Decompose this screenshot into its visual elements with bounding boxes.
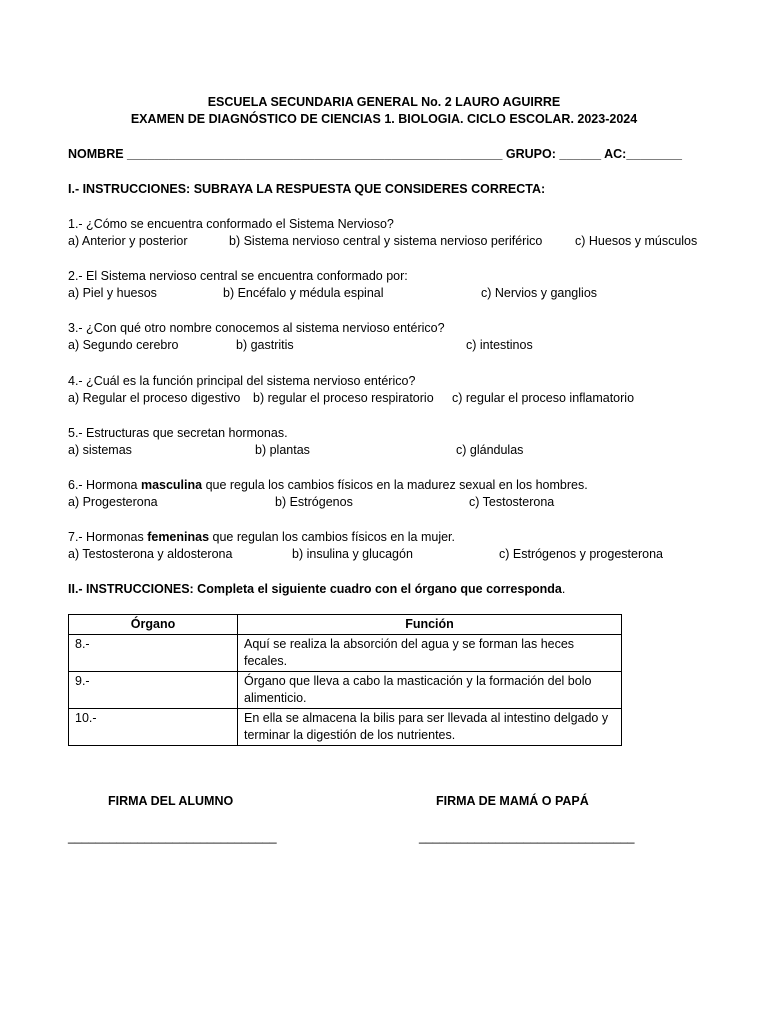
function-cell: Órgano que lleva a cabo la masticación y la formación del bolo alimenticio. bbox=[238, 672, 622, 709]
table-row bbox=[69, 635, 622, 672]
organ-cell: 10.- bbox=[69, 709, 238, 746]
exam-title: EXAMEN DE DIAGNÓSTICO DE CIENCIAS 1. BIOLOGIA. CICLO ESCOLAR. 2023-2024 bbox=[130, 112, 638, 126]
option-c: c) Estrógenos y progesterona bbox=[499, 547, 663, 561]
table-row bbox=[69, 672, 622, 709]
question-6-pre: 6.- Hormona bbox=[68, 478, 141, 492]
question-7 bbox=[68, 529, 455, 546]
question-7-post: que regulan los cambios físicos en la mujer. bbox=[209, 530, 456, 544]
option-c: c) intestinos bbox=[466, 338, 533, 352]
parent-signature-label: FIRMA DE MAMÁ O PAPÁ bbox=[436, 794, 589, 808]
question-6 bbox=[68, 477, 588, 494]
option-b: b) regular el proceso respiratorio bbox=[253, 391, 434, 405]
option-b: b) Encéfalo y médula espinal bbox=[223, 286, 384, 300]
organ-function-table bbox=[68, 614, 622, 746]
function-cell: En ella se almacena la bilis para ser llevada al intestino delgado y terminar la digestión de los nutrientes. bbox=[238, 709, 622, 746]
student-signature-label: FIRMA DEL ALUMNO bbox=[108, 794, 234, 808]
option-a: a) Piel y huesos bbox=[68, 286, 157, 300]
option-b: b) Sistema nervioso central y sistema nervioso periférico bbox=[229, 234, 543, 248]
option-b: b) plantas bbox=[255, 443, 310, 457]
organ-cell: 8.- bbox=[69, 635, 238, 672]
question-2: 2.- El Sistema nervioso central se encuentra conformado por: bbox=[68, 269, 408, 283]
question-4: 4.- ¿Cuál es la función principal del sistema nervioso entérico? bbox=[68, 374, 416, 388]
table-row bbox=[69, 709, 622, 746]
function-cell: Aquí se realiza la absorción del agua y se forman las heces fecales. bbox=[238, 635, 622, 672]
option-a: a) Segundo cerebro bbox=[68, 338, 179, 352]
section2-instructions bbox=[68, 581, 565, 598]
organ-cell: 9.- bbox=[69, 672, 238, 709]
option-a: a) sistemas bbox=[68, 443, 132, 457]
question-3: 3.- ¿Con qué otro nombre conocemos al sistema nervioso entérico? bbox=[68, 321, 445, 335]
question-7-pre: 7.- Hormonas bbox=[68, 530, 148, 544]
option-b: b) Estrógenos bbox=[275, 495, 353, 509]
header-funcion: Función bbox=[238, 615, 622, 635]
question-1: 1.- ¿Cómo se encuentra conformado el Sistema Nervioso? bbox=[68, 217, 394, 231]
header-organo: Órgano bbox=[69, 615, 238, 635]
option-a: a) Testosterona y aldosterona bbox=[68, 547, 233, 561]
table-header-row bbox=[69, 615, 622, 635]
question-6-post: que regula los cambios físicos en la madurez sexual en los hombres. bbox=[202, 478, 588, 492]
student-signature-line: ______________________________ bbox=[68, 830, 277, 844]
question-7-bold: femeninas bbox=[147, 530, 210, 544]
option-a: a) Regular el proceso digestivo bbox=[68, 391, 241, 405]
school-name: ESCUELA SECUNDARIA GENERAL No. 2 LAURO AGUIRRE bbox=[207, 95, 561, 109]
section2-instructions-text: II.- INSTRUCCIONES: Completa el siguiente cuadro con el órgano que corresponda bbox=[68, 582, 562, 596]
option-c: c) glándulas bbox=[456, 443, 524, 457]
option-c: c) Testosterona bbox=[469, 495, 555, 509]
option-a: a) Progesterona bbox=[68, 495, 158, 509]
section2-instructions-end: . bbox=[561, 582, 566, 596]
option-c: c) regular el proceso inflamatorio bbox=[452, 391, 635, 405]
question-6-bold: masculina bbox=[140, 478, 203, 492]
option-b: b) insulina y glucagón bbox=[292, 547, 413, 561]
section1-instructions: I.- INSTRUCCIONES: SUBRAYA LA RESPUESTA QUE CONSIDERES CORRECTA: bbox=[68, 182, 546, 196]
parent-signature-line: _______________________________ bbox=[419, 830, 635, 844]
question-5: 5.- Estructuras que secretan hormonas. bbox=[68, 426, 288, 440]
option-c: c) Huesos y músculos bbox=[575, 234, 698, 248]
option-b: b) gastritis bbox=[236, 338, 294, 352]
option-a: a) Anterior y posterior bbox=[68, 234, 188, 248]
student-info-line: NOMBRE ______________________________________________________ GRUPO: ______ AC:________ bbox=[68, 147, 682, 161]
option-c: c) Nervios y ganglios bbox=[481, 286, 598, 300]
